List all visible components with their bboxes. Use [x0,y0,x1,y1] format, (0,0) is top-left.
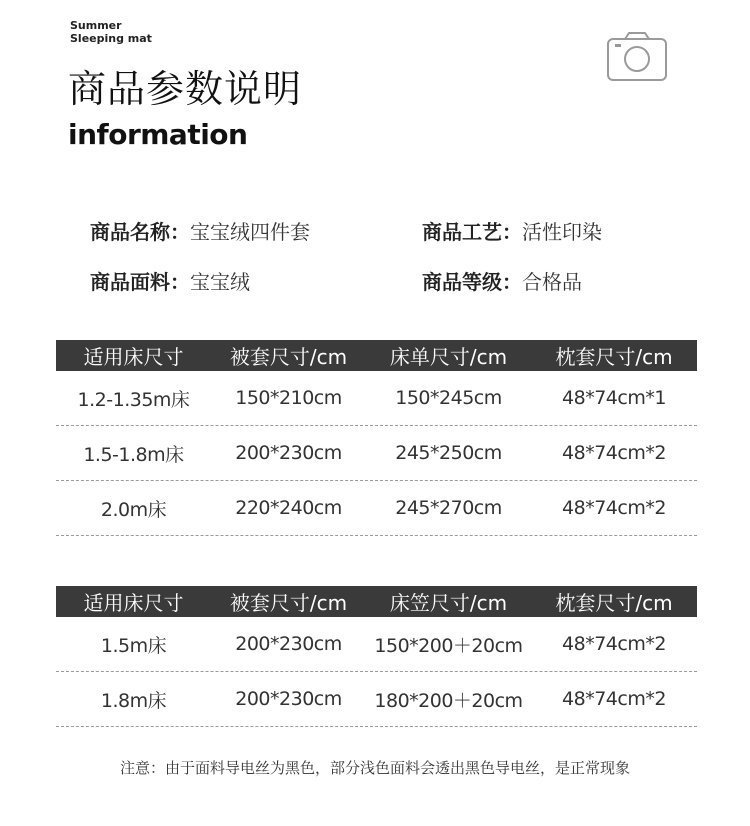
param-value: 宝宝绒四件套 [190,220,310,244]
table-cell: 1.8m床 [100,689,167,712]
param-name [90,219,310,245]
param-value: 宝宝绒 [190,270,250,294]
camera-icon [607,31,667,81]
table-header [56,340,697,371]
header-cell: 被套尺寸/cm [229,345,348,369]
table-cell: 200*230cm [235,688,342,710]
table-cell: 48*74cm*1 [562,387,666,409]
brand-line-1: Summer [70,19,122,32]
table-cell: 48*74cm*2 [562,497,666,519]
brand-line-2: Sleeping mat [70,32,152,45]
table-row [56,426,697,481]
table-cell: 245*270cm [395,497,502,519]
header-cell: 床笠尺寸/cm [389,591,508,615]
table-cell: 200*230cm [235,633,342,655]
table-row [56,371,697,426]
table-cell: 150*245cm [395,387,502,409]
param-key: 商品工艺： [422,220,522,244]
table-cell: 180*200＋20cm [374,689,523,712]
footnote: 注意：由于面料导电丝为黑色，部分浅色面料会透出黑色导电丝，是正常现象 [119,759,630,777]
brand-logo [70,19,152,45]
table-cell: 48*74cm*2 [562,633,666,655]
table-cell: 220*240cm [235,497,342,519]
page-subtitle: information [68,118,248,151]
table-cell: 48*74cm*2 [562,688,666,710]
page-title: 商品参数说明 [68,67,303,111]
size-table-fitted [56,586,697,727]
header-cell: 枕套尺寸/cm [555,345,673,369]
table-row [56,672,697,727]
table-header [56,586,697,617]
table-cell: 245*250cm [395,442,502,464]
header-cell: 床单尺寸/cm [389,345,508,369]
table-cell: 2.0m床 [100,498,167,521]
param-key: 商品等级： [422,270,522,294]
param-fabric [90,269,250,295]
header-cell: 适用床尺寸 [83,345,184,369]
size-table-sheet [56,340,697,536]
param-key: 商品面料： [90,270,190,294]
table-cell: 150*210cm [235,387,342,409]
table-cell: 150*200＋20cm [374,634,523,657]
param-key: 商品名称： [90,220,190,244]
table-cell: 1.5m床 [100,634,167,657]
table-cell: 200*230cm [235,442,342,464]
header-cell: 枕套尺寸/cm [555,591,673,615]
header-cell: 被套尺寸/cm [229,591,348,615]
param-grade [422,269,582,295]
table-row [56,481,697,536]
table-cell: 1.2-1.35m床 [77,388,190,411]
param-value: 活性印染 [522,220,602,244]
table-cell: 1.5-1.8m床 [83,443,184,466]
table-cell: 48*74cm*2 [562,442,666,464]
table-row [56,617,697,672]
param-craft [422,219,602,245]
header-cell: 适用床尺寸 [83,591,184,615]
param-value: 合格品 [522,270,582,294]
